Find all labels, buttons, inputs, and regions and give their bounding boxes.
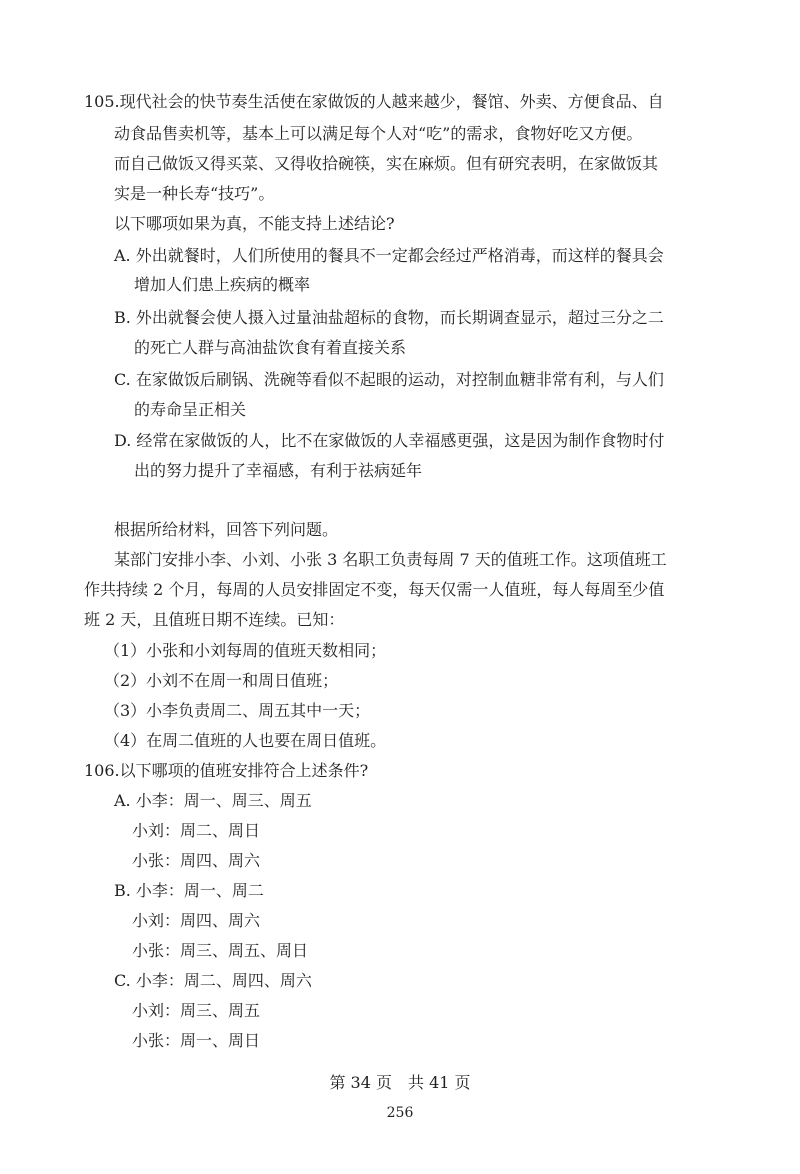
- condition-1: （1）小张和小刘每周的值班天数相同；: [104, 641, 387, 660]
- q106-option-c-row-1: 小刘：周三、周五: [132, 1001, 261, 1020]
- material-para-line-3: 班 2 天，且值班日期不连续。已知：: [84, 610, 345, 629]
- q106-option-c-label: C. 小李：周二、周四、周六: [114, 971, 312, 990]
- q105-stem-line-3: 而自己做饭又得买菜、又得收拾碗筷，实在麻烦。但有研究表明，在家做饭其: [114, 154, 659, 173]
- q106-option-c-row-2: 小张：周一、周日: [132, 1031, 261, 1050]
- q105-option-b-line-1: B. 外出就餐会使人摄入过量油盐超标的食物，而长期调查显示，超过三分之二: [114, 308, 664, 327]
- q105-option-d-line-1: D. 经常在家做饭的人，比不在家做饭的人幸福感更强，这是因为制作食物时付: [114, 431, 665, 450]
- q106-option-a-label: A. 小李：周一、周三、周五: [114, 791, 312, 810]
- q105-option-a-line-2: 增加人们患上疾病的概率: [134, 275, 311, 294]
- page-number: 256: [386, 1105, 414, 1121]
- q106-question: 106.以下哪项的值班安排符合上述条件?: [84, 761, 369, 780]
- condition-4: （4）在周二值班的人也要在周日值班。: [104, 731, 387, 750]
- q106-option-b-row-2: 小张：周三、周五、周日: [132, 941, 309, 960]
- q105-stem-line-4: 实是一种长寿“技巧”。: [114, 184, 275, 203]
- q105-stem-line-2: 动食品售卖机等，基本上可以满足每个人对“吃”的需求，食物好吃又方便。: [114, 124, 643, 143]
- q105-question: 以下哪项如果为真，不能支持上述结论?: [114, 214, 395, 233]
- q105-option-c-line-1: C. 在家做饭后刷锅、洗碗等看似不起眼的运动，对控制血糖非常有利，与人们: [114, 370, 664, 389]
- q106-option-a-row-1: 小刘：周二、周日: [132, 821, 261, 840]
- page-label: 第 34 页 共 41 页: [329, 1073, 471, 1092]
- material-intro: 根据所给材料，回答下列问题。: [114, 520, 339, 539]
- q105-stem-line-1: 105.现代社会的快节奏生活使在家做饭的人越来越少，餐馆、外卖、方便食品、自: [84, 92, 664, 111]
- material-para-line-1: 某部门安排小李、小刘、小张 3 名职工负责每周 7 天的值班工作。这项值班工: [114, 550, 667, 569]
- q105-option-a-line-1: A. 外出就餐时，人们所使用的餐具不一定都会经过严格消毒，而这样的餐具会: [114, 246, 664, 265]
- q105-option-b-line-2: 的死亡人群与高油盐饮食有着直接关系: [134, 338, 407, 357]
- condition-2: （2）小刘不在周一和周日值班；: [104, 671, 339, 690]
- q105-option-c-line-2: 的寿命呈正相关: [134, 400, 247, 419]
- material-para-line-2: 作共持续 2 个月，每周的人员安排固定不变，每天仅需一人值班，每人每周至少值: [84, 580, 665, 599]
- q106-option-b-label: B. 小李：周一、周二: [114, 881, 264, 900]
- q105-option-d-line-2: 出的努力提升了幸福感，有利于祛病延年: [134, 461, 423, 480]
- q106-option-b-row-1: 小刘：周四、周六: [132, 911, 261, 930]
- condition-3: （3）小李负责周二、周五其中一天；: [104, 701, 371, 720]
- q106-option-a-row-2: 小张：周四、周六: [132, 851, 261, 870]
